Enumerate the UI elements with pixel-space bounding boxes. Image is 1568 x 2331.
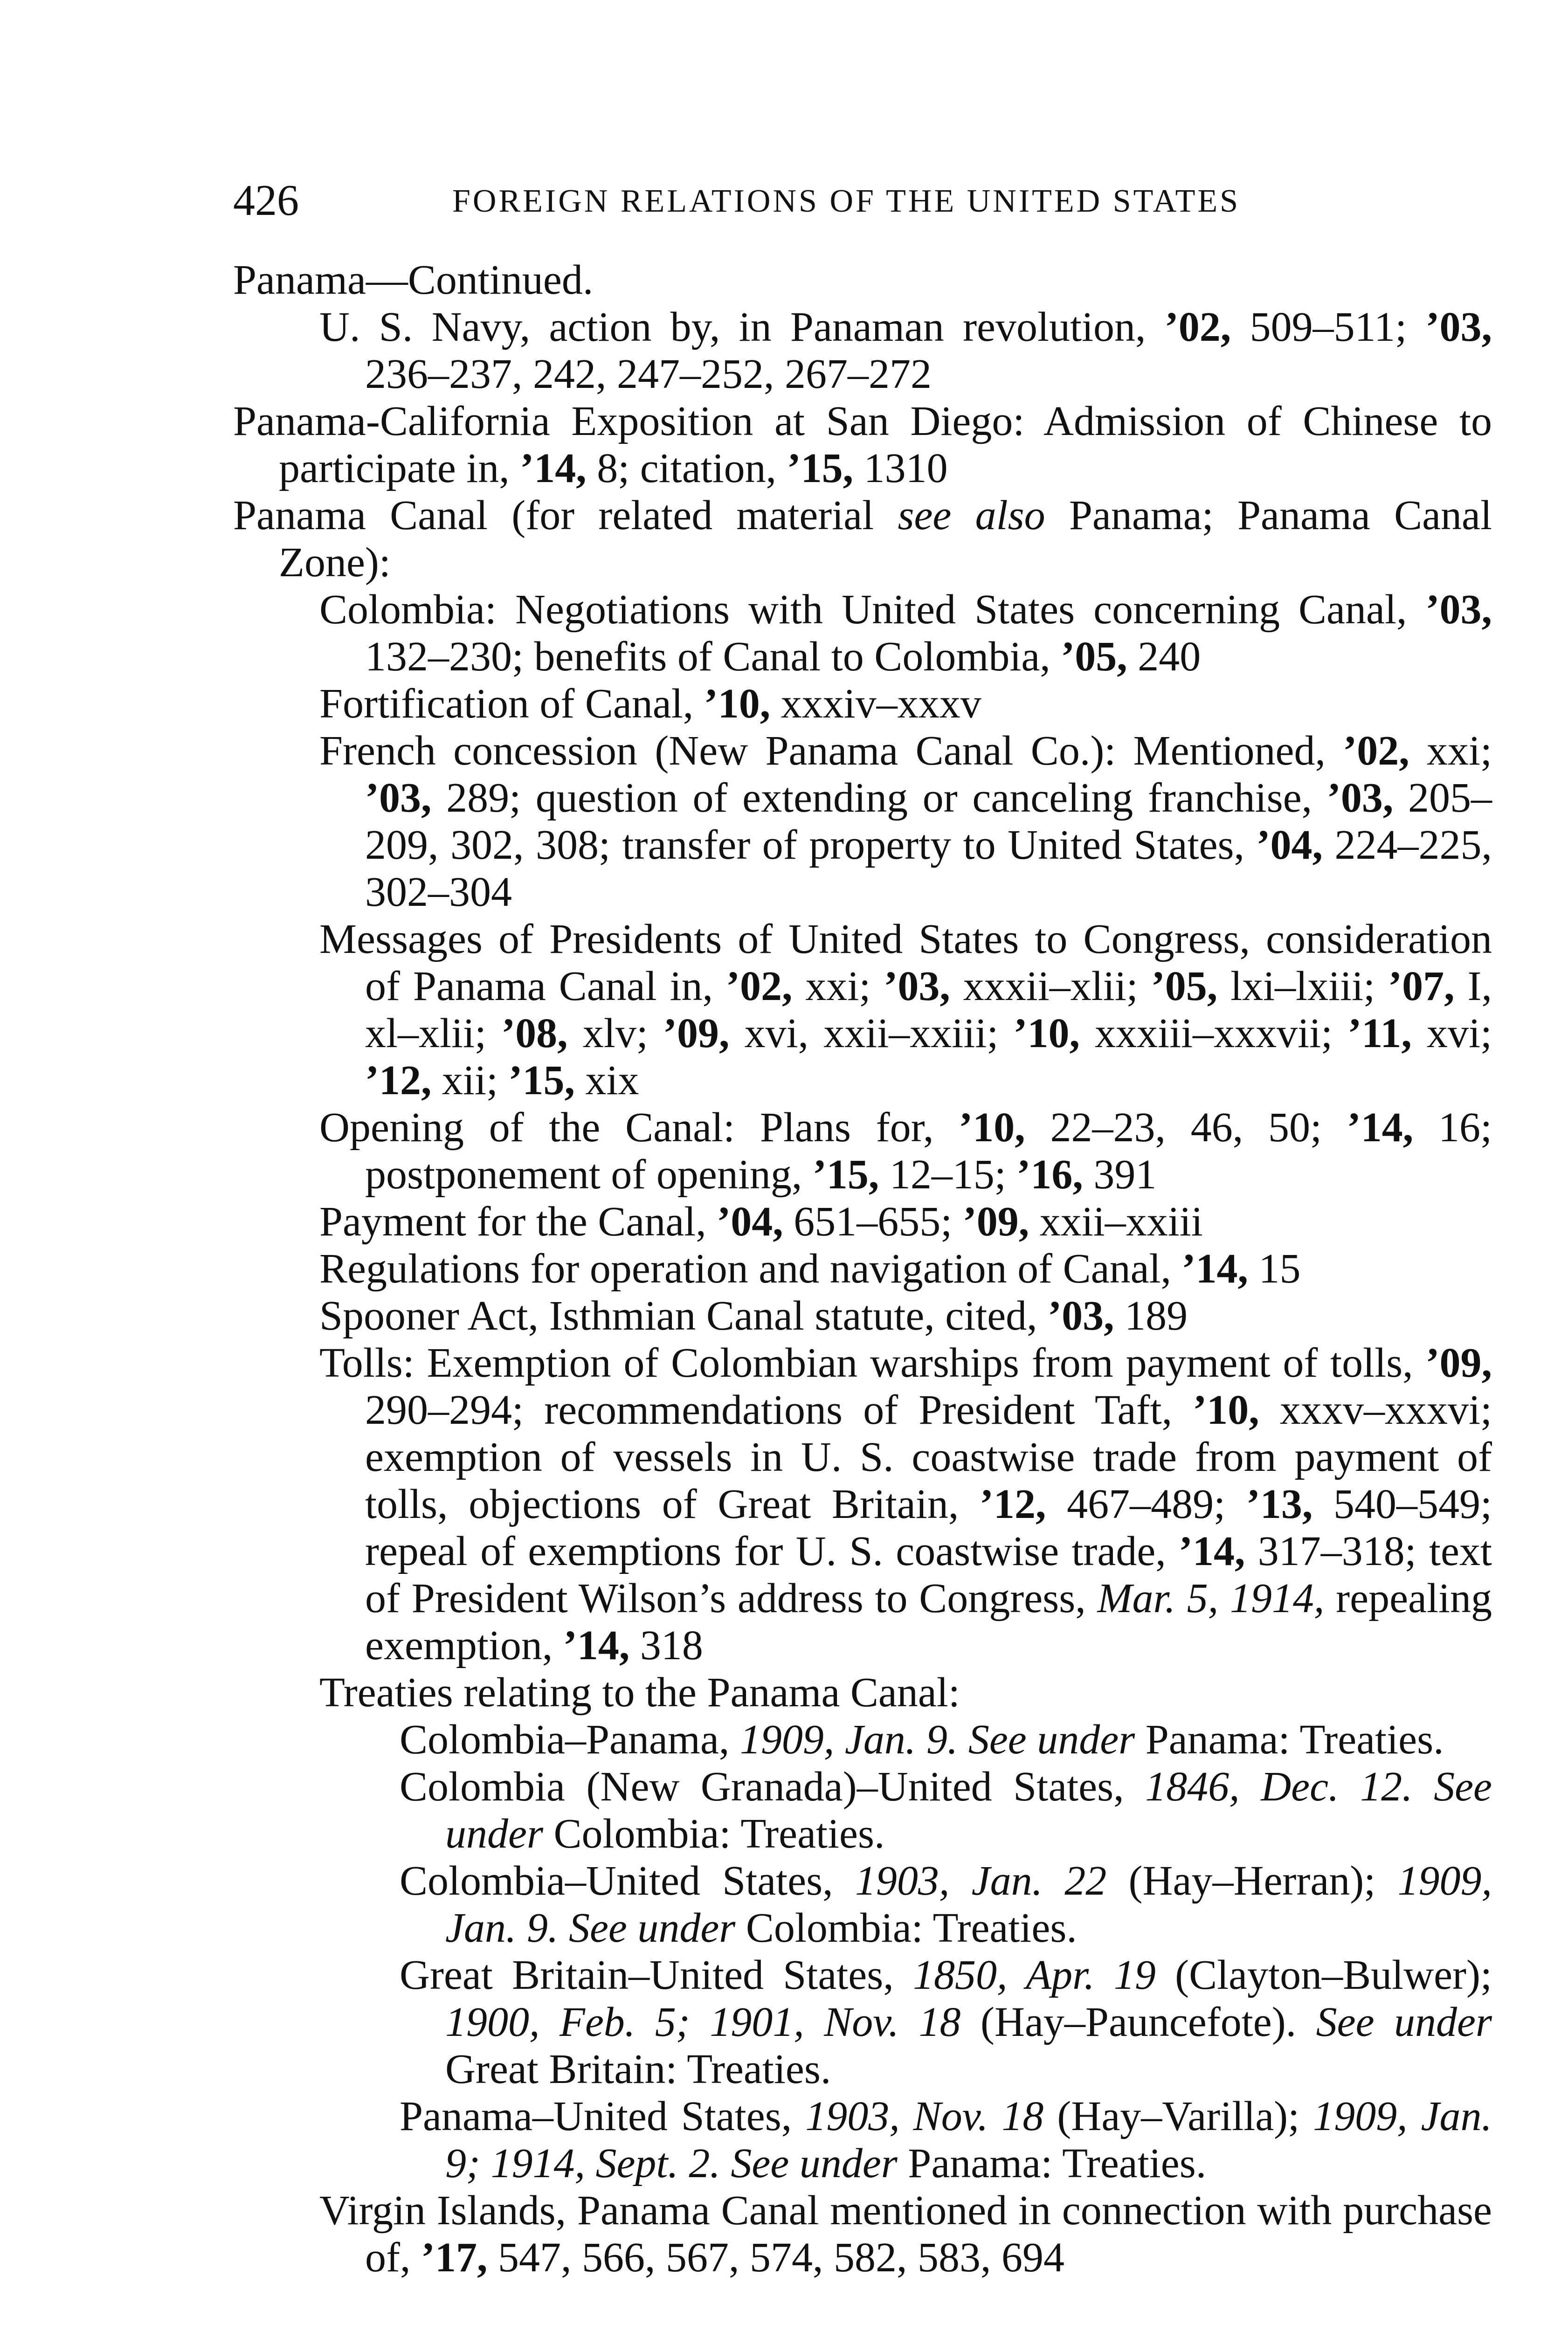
index-entry: Opening of the Canal: Plans for, ’10, 22–23, 46, 50; ’14, 16; postponement of opening, ’15, 12–15; ’16, 391 xyxy=(319,1104,1492,1198)
index-entry: Colombia (New Granada)–United States, 1846, Dec. 12. See under Colombia: Treaties. xyxy=(400,1764,1492,1857)
index-entry: Fortification of Canal, ’10, xxxiv–xxxv xyxy=(319,681,981,727)
index-entry: Great Britain–United States, 1850, Apr. 19 (Clayton–Bulwer); 1900, Feb. 5; 1901, Nov. 18 (Hay–Pauncefote). See under Great Britain: Treaties. xyxy=(400,1952,1492,2092)
index-entry: Virgin Islands, Panama Canal mentioned in connection with purchase of, ’17, 547, 566, 567, 574, 582, 583, 694 xyxy=(319,2187,1492,2281)
index-entry: Panama–United States, 1903, Nov. 18 (Hay–Varilla); 1909, Jan. 9; 1914, Sept. 2. See under Panama: Treaties. xyxy=(400,2093,1492,2186)
index-entry: Colombia–United States, 1903, Jan. 22 (Hay–Herran); 1909, Jan. 9. See under Colombia: Treaties. xyxy=(400,1858,1492,1951)
index-entry: French concession (New Panama Canal Co.): Mentioned, ’02, xxi; ’03, 289; question of extending or canceling franchise, ’03, 205–209, 302, 308; transfer of property to United States, ’04, 224–225, 302–304 xyxy=(319,728,1492,915)
index-entry: Colombia: Negotiations with United States concerning Canal, ’03, 132–230; benefits of Canal to Colombia, ’05, 240 xyxy=(319,586,1492,680)
index-entry: Panama—Continued. xyxy=(233,257,594,303)
index-entry: Colombia–Panama, 1909, Jan. 9. See under Panama: Treaties. xyxy=(400,1717,1444,1763)
index-entry: Payment for the Canal, ’04, 651–655; ’09, xxii–xxiii xyxy=(319,1199,1203,1245)
index-entries xyxy=(233,256,1492,2281)
index-entry: Regulations for operation and navigation of Canal, ’14, 15 xyxy=(319,1246,1301,1292)
index-entry: Tolls: Exemption of Colombian warships from payment of tolls, ’09, 290–294; recommendations of President Taft, ’10, xxxv–xxxvi; exemption of vessels in U. S. coastwise trade from payment of tolls, objections of Great Britain, ’12, 467–489; ’13, 540–549; repeal of exemptions for U. S. coastwise trade, ’14, 317–318; text of President Wilson’s address to Congress, Mar. 5, 1914, repealing exemption, ’14, 318 xyxy=(319,1340,1492,1669)
index-entry: Panama-California Exposition at San Diego: Admission of Chinese to participate in, ’14, 8; citation, ’15, 1310 xyxy=(233,398,1492,491)
index-entry: Treaties relating to the Panama Canal: xyxy=(319,1669,960,1716)
running-head xyxy=(233,172,1492,228)
index-entry: Panama Canal (for related material see also Panama; Panama Canal Zone): xyxy=(233,492,1492,586)
running-title: FOREIGN RELATIONS OF THE UNITED STATES xyxy=(452,183,1241,219)
index-entry: Spooner Act, Isthmian Canal statute, cited, ’03, 189 xyxy=(319,1293,1188,1339)
page-number: 426 xyxy=(233,176,299,225)
index-entry: Messages of Presidents of United States to Congress, consideration of Panama Canal in, ’02, xxi; ’03, xxxii–xlii; ’05, lxi–lxiii; ’07, I, xl–xlii; ’08, xlv; ’09, xvi, xxii–xxiii; ’10, xxxiii–xxxvii; ’11, xvi; ’12, xii; ’15, xix xyxy=(319,916,1492,1103)
index-entry: U. S. Navy, action by, in Panaman revolution, ’02, 509–511; ’03, 236–237, 242, 247–252, 267–272 xyxy=(319,304,1492,397)
